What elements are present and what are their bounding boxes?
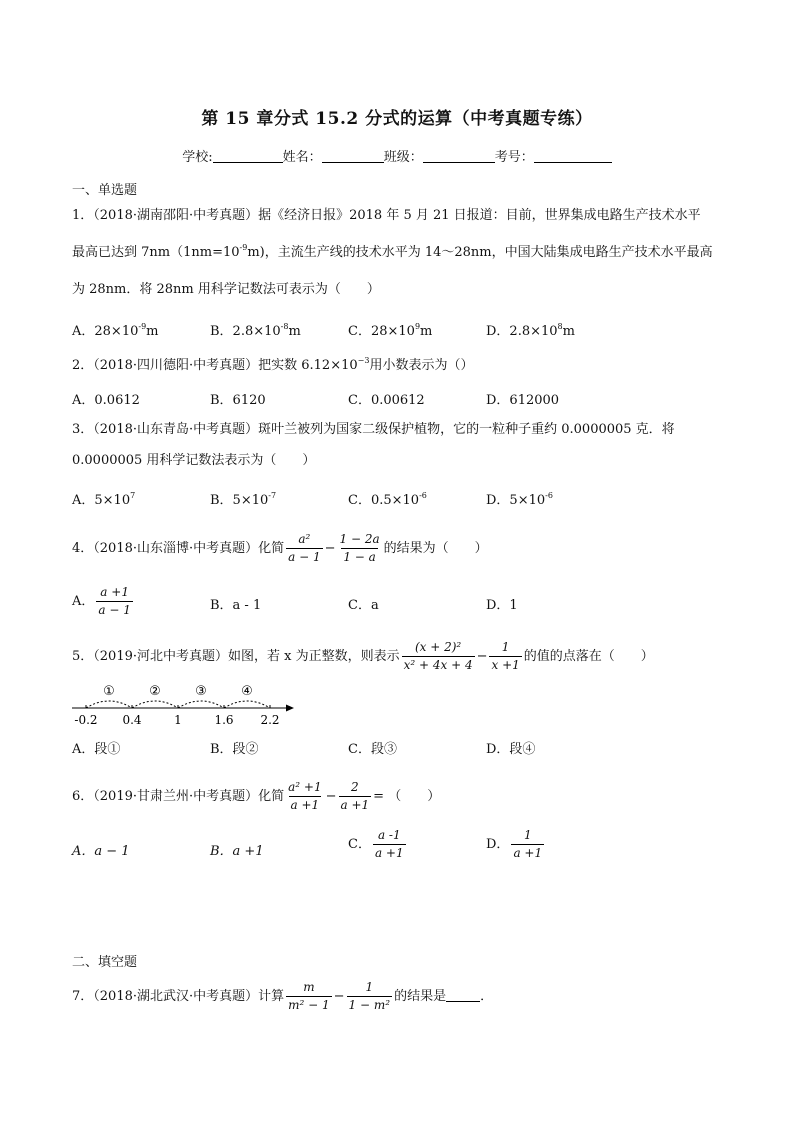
q3-option-d-text: D．5×10 [486,493,546,508]
q4-option-a-label: A． [72,594,95,609]
number-line-tick-label: 2.2 [260,713,280,727]
section-heading-fill-in: 二、填空题 [72,955,138,970]
question-2-line [72,356,473,376]
q1-option-b[interactable] [210,320,301,339]
q6-f1-denominator: a +1 [290,798,320,812]
question-4-line [72,532,488,565]
q5-option-d[interactable]: D．段④ [486,742,536,757]
q7-prefix: 7．（2018·湖北武汉·中考真题）计算 [72,989,285,1004]
q1-option-c-unit: m [420,324,433,339]
number-line-segment-label: ① [103,684,115,699]
q6-f2-numerator: 2 [351,780,359,794]
q5-fraction-1 [402,640,475,673]
number-line-segment-arc [86,701,132,708]
q3-option-b-text: B．5×10 [210,493,269,508]
q2-exponent: −3 [357,356,370,365]
q4-f2-denominator: 1 − a [343,550,376,564]
q7-f1-numerator: m [303,980,315,994]
number-line-segment-label: ④ [241,684,253,699]
q6-fraction-2 [339,780,372,813]
q1-option-b-unit: m [288,324,301,339]
q2-text-b: 用小数表示为（） [369,358,474,373]
q1-text-b: m)，主流生产线的技术水平为 14～28nm，中国大陆集成电路生产技术水平最高 [247,245,713,260]
q3-option-c-text: C．0.5×10 [348,493,420,508]
q5-option-b[interactable]: B．段② [210,742,259,757]
q1-option-d[interactable] [486,320,575,339]
q6-prefix: 6．（2019·甘肃兰州·中考真题）化简 [72,789,285,804]
q1-option-b-exp: -8 [280,322,289,331]
q4-prefix: 4．（2018·山东淄博·中考真题）化简 [72,541,285,556]
question-3-line-1: 3．（2018·山东青岛·中考真题）斑叶兰被列为国家二级保护植物，它的一粒种子重约 0.0000005 克．将 [72,422,675,437]
question-3-line-2: 0.0000005 用科学记数法表示为（ ） [72,453,316,468]
q1-option-c-exp: 9 [414,322,421,331]
q5-f2-denominator: x +1 [491,658,520,672]
q1-option-a-text: A．28×10 [72,324,139,339]
q4-option-a[interactable] [72,585,135,618]
class-blank[interactable] [423,150,495,163]
q1-option-c[interactable] [348,320,432,339]
section-heading-single-choice: 一、单选题 [72,183,138,198]
q6-option-d-label: D． [486,837,510,852]
number-line-tick-label: 0.4 [122,713,142,727]
number-line-segment-label: ② [149,684,161,699]
q6-f2-denominator: a +1 [340,798,370,812]
number-line-segment-label: ③ [195,684,207,699]
q7-end-mark: ． [480,989,494,1004]
q5-prefix: 5．（2019·河北中考真题）如图，若 x 为正整数，则表示 [72,649,400,664]
q6-suffix: = （ ） [373,789,441,804]
q3-option-a[interactable] [72,489,135,508]
q3-option-c[interactable] [348,489,427,508]
q5-suffix: 的值的点落在（ ） [523,649,654,664]
number-line-figure [72,682,296,730]
q1-option-a-exp: -9 [138,322,147,331]
q4-option-c[interactable]: C．a [348,598,379,613]
q1-option-d-unit: m [562,324,575,339]
q2-option-d[interactable]: D．612000 [486,393,560,408]
q6-option-a[interactable]: A．a − 1 [72,844,130,859]
q7-f2-numerator: 1 [365,980,374,994]
q7-answer-blank[interactable] [446,989,480,1002]
q7-f2-denominator: 1 − m² [348,998,391,1012]
number-line-tick-label: 1.6 [214,713,234,727]
class-label: 班级： [383,150,423,165]
q4-minus: − [324,541,336,556]
q5-minus: − [476,649,488,664]
exam-no-blank[interactable] [534,150,612,163]
q7-minus: − [333,989,345,1004]
q6-f1-numerator: a² +1 [288,780,322,794]
q1-option-d-exp: 8 [557,322,563,331]
name-label: 姓名： [282,150,322,165]
page-title: 第 15 章分式 15.2 分式的运算（中考真题专练） [201,109,593,129]
q6-option-d[interactable] [486,828,546,861]
number-line-segment-arc [178,701,224,708]
q6-option-d-denominator: a +1 [513,846,543,860]
q3-option-b[interactable] [210,489,276,508]
q4-suffix: 的结果为（ ） [383,541,488,556]
q7-fraction-1 [286,980,332,1013]
q6-option-c-fraction [373,828,406,861]
q3-option-d-exp: -6 [545,491,553,500]
q2-option-b[interactable]: B．6120 [210,393,266,408]
q6-option-c-numerator: a -1 [377,828,401,842]
q7-suffix: 的结果是 [394,989,447,1004]
q4-fraction-2 [338,532,382,565]
q1-option-a[interactable] [72,320,159,339]
q7-fraction-2 [347,980,393,1013]
q1-text-a: 最高已达到 7nm（1nm=10 [72,245,240,260]
q4-option-a-denominator: a − 1 [98,603,131,617]
q4-f1-numerator: a² [298,532,311,546]
q5-option-a[interactable]: A．段① [72,742,121,757]
q5-option-c[interactable]: C．段③ [348,742,397,757]
q6-option-b[interactable]: B．a +1 [210,844,264,859]
q6-option-d-numerator: 1 [523,828,532,842]
question-5-line [72,640,654,673]
question-1-line-3: 为 28nm．将 28nm 用科学记数法可表示为（ ） [72,282,380,297]
q3-option-a-text: A．5×10 [72,493,131,508]
q3-option-b-exp: -7 [268,491,277,500]
exam-no-label: 考号： [494,150,534,165]
q2-text-a: 2．（2018·四川德阳·中考真题）把实数 6.12×10 [72,358,358,373]
number-line-tick-label: 1 [174,713,182,727]
q4-option-a-fraction [96,585,132,618]
student-info-line [0,146,794,165]
q4-option-a-numerator: a +1 [100,585,129,599]
q5-f1-denominator: x² + 4x + 4 [403,658,473,672]
q6-option-c-denominator: a +1 [374,846,404,860]
q3-option-d[interactable] [486,489,553,508]
q1-option-d-text: D．2.8×10 [486,324,558,339]
school-blank[interactable] [213,150,283,163]
q5-f1-numerator: (x + 2)² [414,640,462,654]
number-line-tick-label: -0.2 [74,713,98,727]
school-label: 学校: [182,150,213,165]
q5-f2-numerator: 1 [501,640,510,654]
name-blank[interactable] [322,150,384,163]
q1-exponent: -9 [239,243,248,252]
number-line-segment-arc [224,701,270,708]
q6-fraction-1 [286,780,323,813]
q3-option-a-exp: 7 [130,491,136,500]
q1-option-a-unit: m [146,324,159,339]
q1-option-b-text: B．2.8×10 [210,324,281,339]
q6-option-c[interactable] [348,828,408,861]
q4-f2-numerator: 1 − 2a [339,532,380,546]
q4-option-d[interactable]: D．1 [486,598,518,613]
q7-f1-denominator: m² − 1 [288,998,330,1012]
q6-option-c-label: C． [348,837,371,852]
question-6-line [72,780,440,813]
q5-fraction-2 [489,640,521,673]
q6-option-d-fraction [511,828,544,861]
q4-f1-denominator: a − 1 [288,550,321,564]
q2-option-a[interactable]: A．0.0612 [72,393,140,408]
q1-option-c-text: C．28×10 [348,324,415,339]
question-7-line [72,980,493,1013]
question-1-line-1: 1．（2018·湖南邵阳·中考真题）据《经济日报》2018 年 5 月 21 日报道：目前，世界集成电路生产技术水平 [72,208,701,223]
question-1-line-2 [72,243,713,263]
number-line-arrow [286,705,294,712]
number-line-segment-arc [132,701,178,708]
q4-fraction-1 [286,532,322,565]
q6-minus: − [325,789,337,804]
q2-option-c[interactable]: C．0.00612 [348,393,425,408]
q3-option-c-exp: -6 [419,491,427,500]
q4-option-b[interactable]: B．a - 1 [210,598,262,613]
